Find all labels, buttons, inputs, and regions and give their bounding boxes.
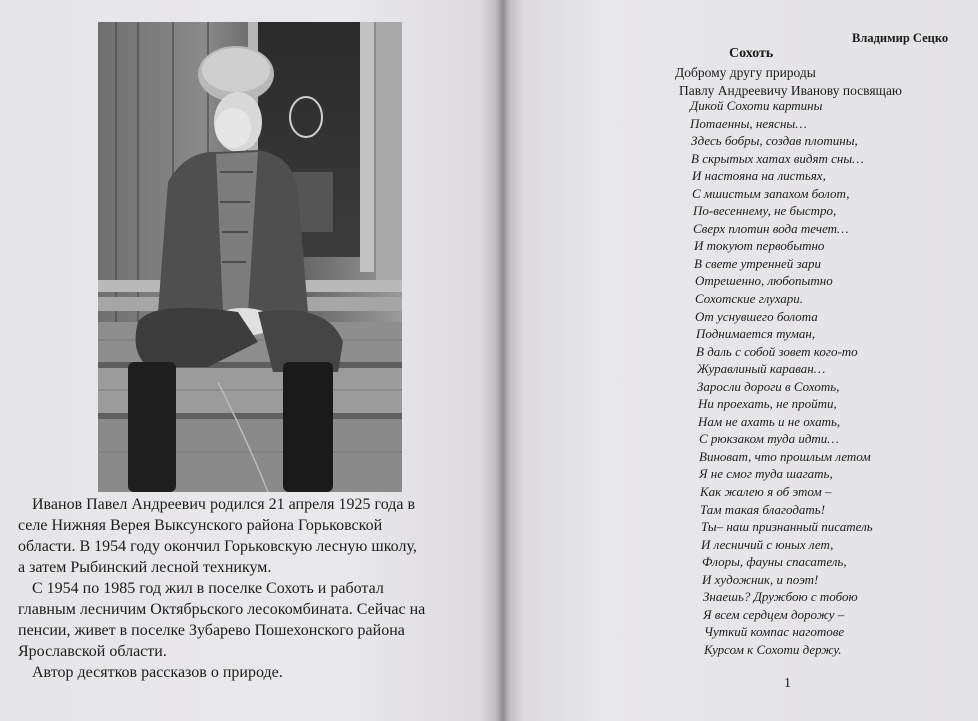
poem-line: В даль с собой зовет кого-то — [696, 343, 858, 359]
poem-text — [690, 97, 950, 659]
portrait-photo-image — [98, 22, 402, 492]
poem-line: Знаешь? Дружбою с тобою — [703, 589, 858, 605]
poem-line: Флоры, фауны спасатель, — [702, 554, 847, 570]
poem-line: Нам не ахать и не охать, — [698, 413, 841, 429]
poem-line: Отрешенно, любопытно — [695, 273, 833, 289]
portrait-photo — [98, 22, 402, 492]
dedication-line: Доброму другу природы — [675, 65, 816, 80]
poem-line: Я всем сердцем дорожу – — [703, 606, 845, 622]
page-number: 1 — [784, 676, 791, 691]
poem-line: И настояна на листьях, — [692, 168, 826, 184]
bio-line: Иванов Павел Андреевич родился 21 апреля 1925 года в — [32, 496, 416, 513]
poem-line: И токуют первобытно — [694, 238, 825, 254]
bio-line: а затем Рыбинский лесной техникум. — [18, 559, 272, 576]
poem-line: С мшистым запахом болот, — [692, 185, 850, 201]
poem-line: Поднимается туман, — [696, 326, 816, 342]
bio-line: главным лесничим Октябрьского лесокомбината. Сейчас на — [18, 601, 426, 618]
poem-line: Курсом к Сохоти держу. — [704, 641, 842, 657]
poem-title: Сохоть — [729, 46, 774, 61]
bio-paragraph-1 — [18, 494, 488, 578]
poem-line: С рюкзаком туда идти… — [699, 431, 839, 447]
bio-line: области. В 1954 году окончил Горьковскую лесную школу, — [18, 538, 417, 555]
poem-line: И лесничий с юных лет, — [701, 536, 834, 552]
poem-line: Как жалею я об этом – — [700, 484, 832, 500]
poem-line: Виноват, что прошлым летом — [699, 448, 871, 464]
poem-line: В скрытых хатах видят сны… — [691, 150, 864, 166]
bio-line: Ярославской области. — [18, 643, 167, 660]
poem-line: Ты– наш признанный писатель — [701, 519, 873, 535]
poem-line: Я не смог туда шагать, — [699, 466, 833, 482]
bio-line: Автор десятков рассказов о природе. — [32, 664, 283, 681]
poem-line: В свете утренней зари — [694, 255, 822, 271]
poem-line: Чуткий компас наготове — [704, 624, 845, 640]
poem-line: Потаенны, неясны… — [690, 115, 807, 131]
poem-line: Ни проехать, не пройти, — [698, 396, 837, 412]
poem-line: И художник, и поэт! — [702, 571, 819, 587]
bio-line: пенсии, живет в поселке Зубарево Пошехонского района — [18, 622, 405, 639]
poem-line: Сохотские глухари. — [695, 291, 804, 307]
bio-line: селе Нижняя Верея Выксунского района Горьковской — [18, 517, 383, 534]
bio-paragraph-2 — [18, 578, 488, 662]
dedication — [675, 64, 902, 99]
poem-line: От уснувшего болота — [695, 308, 818, 324]
poem-line: Там такая благодать! — [700, 501, 826, 517]
dedication-line: Павлу Андреевичу Иванову посвящаю — [679, 82, 903, 98]
poem-line: По-весеннему, не быстро, — [693, 203, 837, 219]
poem-line: Журавлиный караван… — [697, 361, 826, 377]
bio-paragraph-3 — [18, 662, 488, 683]
book-spine — [496, 0, 510, 721]
poem-line: Заросли дороги в Сохоть, — [697, 378, 840, 394]
poem-line: Здесь бобры, создав плотины, — [691, 133, 858, 149]
poem-line: Дикой Сохоти картины — [690, 98, 823, 113]
author-name: Владимир Сецко — [852, 31, 949, 45]
bio-line: С 1954 по 1985 год жил в поселке Сохоть и работал — [32, 580, 384, 597]
poem-line: Сверх плотин вода течет… — [693, 220, 849, 236]
biography-text — [18, 494, 488, 683]
